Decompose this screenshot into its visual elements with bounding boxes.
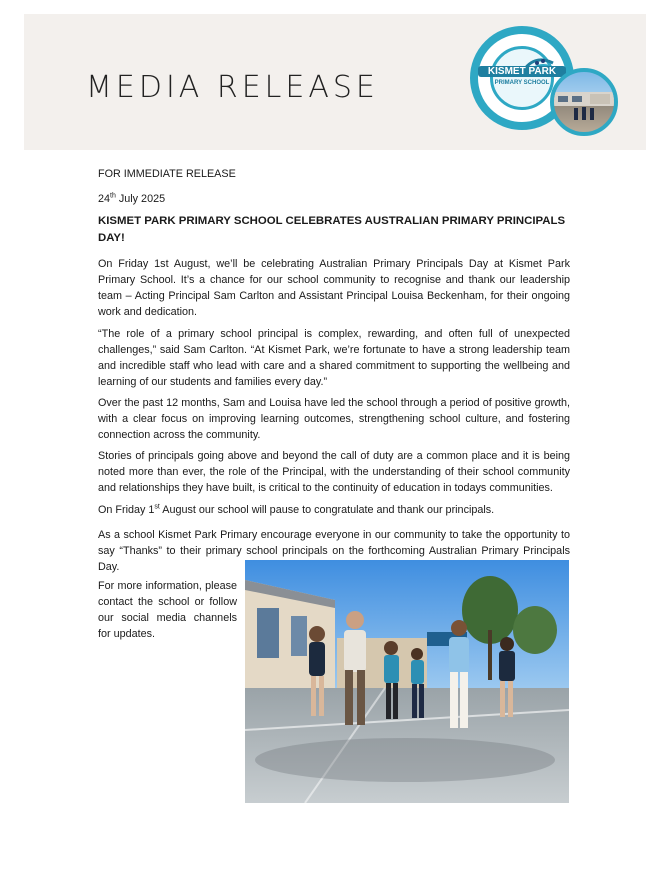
logo-name: KISMET PARK <box>478 66 566 77</box>
paragraph-3: Over the past 12 months, Sam and Louisa have led the school through a period of positive growth, with a clear focus on improving learning outcomes, strengthening school culture, and fostering connection across the community. <box>98 397 570 441</box>
date-day: 24 <box>98 193 111 205</box>
p5-suffix: st <box>154 503 160 511</box>
release-label: FOR IMMEDIATE RELEASE <box>98 168 236 180</box>
date-rest: July 2025 <box>115 193 166 205</box>
p5-rest: August our school will pause to congratulate and thank our principals. <box>159 504 495 516</box>
headline: KISMET PARK PRIMARY SCHOOL CELEBRATES AUSTRALIAN PRIMARY PRINCIPALS DAY! <box>98 215 566 244</box>
page-title: MEDIA RELEASE <box>86 70 379 105</box>
school-building-photo <box>550 68 618 136</box>
logo-subtitle: PRIMARY SCHOOL <box>494 80 550 86</box>
group-photo-illustration <box>245 560 569 803</box>
logo-emblem <box>490 46 554 110</box>
paragraph-4: Stories of principals going above and beyond the call of duty are a common place and it is being noted more than ever, the role of the Principal, with the understanding of their school community and relationships they have built, is critical to the continuity of education in todays communities. <box>98 450 570 494</box>
paragraph-6: As a school Kismet Park Primary encourage everyone in our community to take the opportunity to say “Thanks” to their primary school principals on the forthcoming Australian Primary Principals Day. <box>98 529 570 573</box>
paragraph-1: On Friday 1st August, we’ll be celebrating Australian Primary Principals Day at Kismet Park Primary School. It’s a chance for our school community to recognise and thank our leadership team – Acting Principal Sam Carlton and Assistant Principal Louisa Beckenham, for their ongoing work and dedication. <box>98 258 570 318</box>
p5-prefix: On Friday 1 <box>98 504 155 516</box>
contact-paragraph: For more information, please contact the school or follow our social media channels for updates. <box>98 580 237 640</box>
paragraph-2: “The role of a primary school principal is complex, rewarding, and often full of unexpected challenges,” said Sam Carlton. “At Kismet Park, we’re fortunate to have a strong leadership team and incredible staff who lead with care and a shared commitment to supporting the wellbeing and learning of our students and families every day.” <box>98 328 570 388</box>
release-date <box>98 191 570 207</box>
principals-group-photo <box>245 560 569 803</box>
date-suffix: th <box>110 192 116 200</box>
school-scene-icon <box>554 72 614 132</box>
paragraph-5 <box>98 502 570 518</box>
